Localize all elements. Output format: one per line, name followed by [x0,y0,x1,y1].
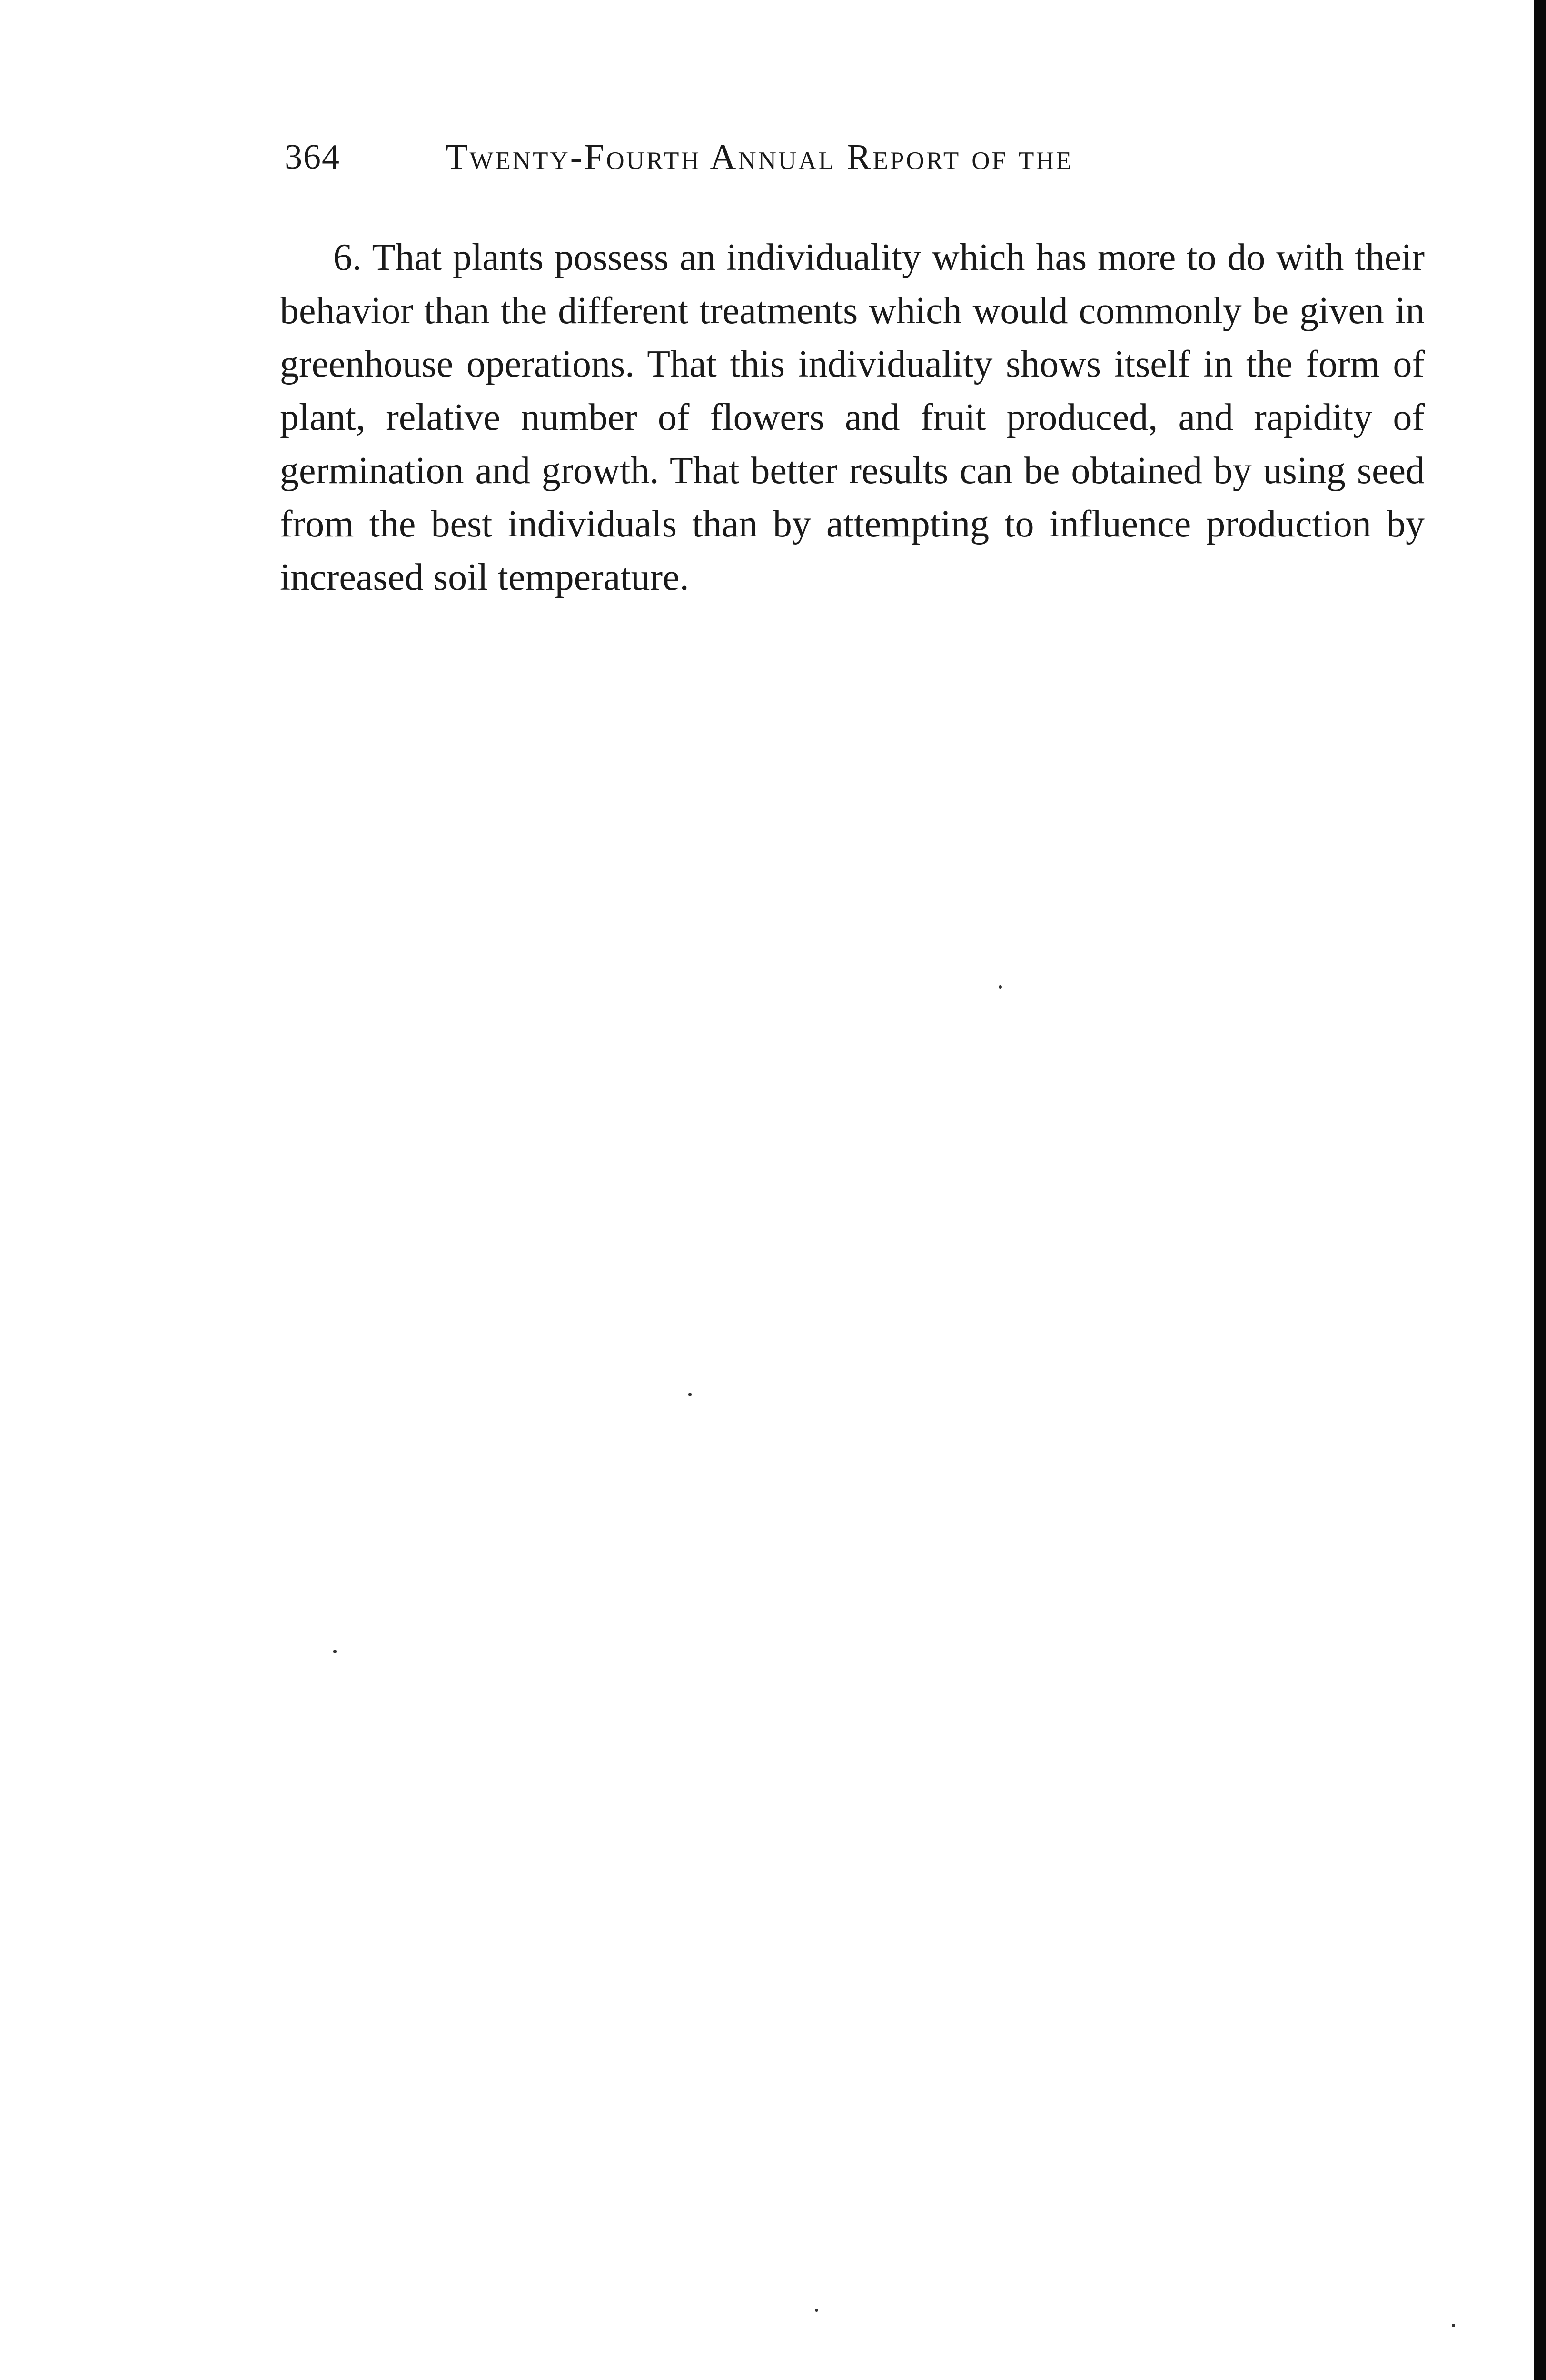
scan-border-right [1534,0,1546,2380]
page-number: 364 [285,138,340,177]
paragraph: 6. That plants possess an individuality which has more to do with their behavior than the different treatments which would commonly be given in greenhouse operations. That this individuality shows itself in the form of plant, relative number of flowers and fruit produced, and rapidity of germination and growth. That better results can be obtained by using seed from the best individuals than by attempting to influence production by increased soil temperature. [280,237,1425,598]
scan-speck [999,985,1002,989]
scan-speck [688,1393,692,1396]
scan-speck [815,2309,818,2312]
body-text [280,231,1425,604]
scan-speck [333,1650,337,1653]
running-title: Twenty-Fourth Annual Report of the [446,137,1073,177]
scan-speck [1452,2324,1455,2327]
running-head [285,129,1422,186]
